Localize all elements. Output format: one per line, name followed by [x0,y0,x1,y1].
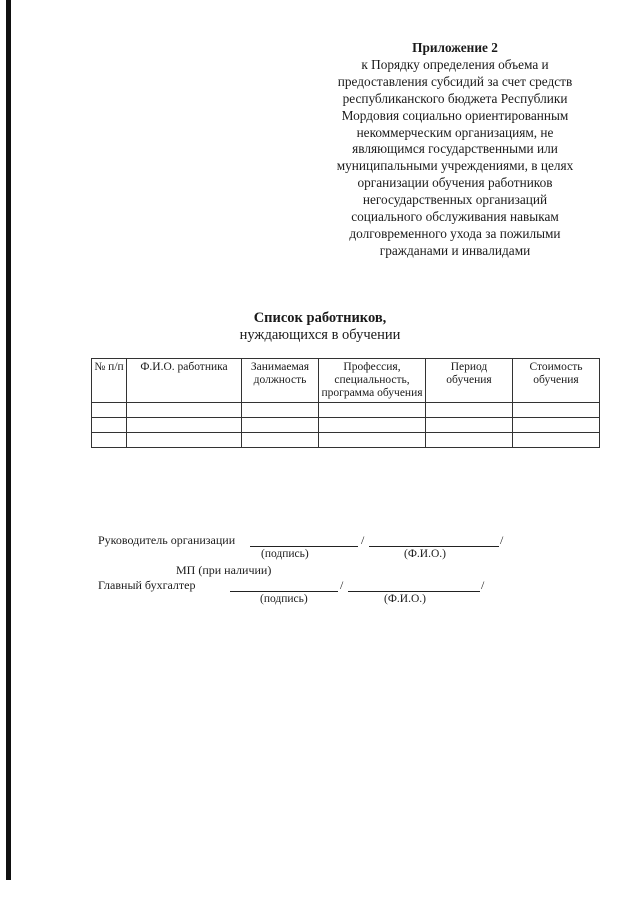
annex-line: предоставления субсидий за счет средств [337,73,573,89]
table-cell [127,418,242,433]
table-cell [242,418,319,433]
accountant-name-line [348,591,480,592]
stamp-note: МП (при наличии) [176,563,272,577]
document-title-line1: Список работников, [253,310,387,326]
table-cell [513,418,600,433]
table-cell [242,403,319,418]
head-name-line [369,546,499,547]
accountant-signature-caption: (подпись) [260,593,308,605]
header-period: Период обучения [426,359,513,403]
annex-line: долговременного ухода за пожилыми [349,225,561,241]
head-signature-caption: (подпись) [261,548,309,560]
table-cell [513,403,600,418]
annex-line: к Порядку определения объема и [361,56,549,72]
table-row [92,403,600,418]
table-cell [426,433,513,448]
table-cell [92,433,127,448]
head-label: Руководитель организации [98,533,236,547]
table-cell [319,418,426,433]
table-header-row [92,359,600,403]
document-title [0,310,640,344]
header-full-name: Ф.И.О. работника [127,359,242,403]
accountant-slash-right: / [481,578,485,592]
left-margin-rule [6,0,11,880]
accountant-signature-line [230,591,338,592]
annex-line: социального обслуживания навыкам [351,209,559,225]
annex-block [300,40,610,260]
annex-line: являющимся государственными или [352,141,558,157]
header-profession: Профессия, специальность, программа обучения [319,359,426,403]
accountant-name-caption: (Ф.И.О.) [384,593,426,605]
table-cell [92,418,127,433]
table-cell [319,433,426,448]
table-cell [127,433,242,448]
employees-table [91,358,600,448]
annex-line: некоммерческим организациям, не [356,124,554,140]
table-cell [319,403,426,418]
table-cell [127,403,242,418]
table-row [92,418,600,433]
annex-title: Приложение 2 [412,40,498,55]
table-cell [426,418,513,433]
accountant-label: Главный бухгалтер [98,578,196,592]
annex-line: негосударственных организаций [362,192,548,208]
annex-line: Мордовия социально ориентированным [341,107,569,123]
table-row [92,433,600,448]
annex-line: организации обучения работников [357,175,553,191]
header-position: Занимаемая должность [242,359,319,403]
annex-line: муниципальными учреждениями, в целях [336,158,574,174]
head-signature-line [250,546,358,547]
table-cell [426,403,513,418]
document-title-line2: нуждающихся в обучении [239,327,401,343]
head-name-caption: (Ф.И.О.) [404,548,446,560]
table-cell [92,403,127,418]
head-slash-right: / [500,533,504,547]
header-number: № п/п [92,359,127,403]
header-cost: Стоимость обучения [513,359,600,403]
annex-line: республиканского бюджета Республики [342,90,568,106]
head-slash-left: / [361,533,365,547]
accountant-slash-left: / [340,578,344,592]
table-cell [513,433,600,448]
table-cell [242,433,319,448]
annex-line: гражданами и инвалидами [379,242,531,258]
